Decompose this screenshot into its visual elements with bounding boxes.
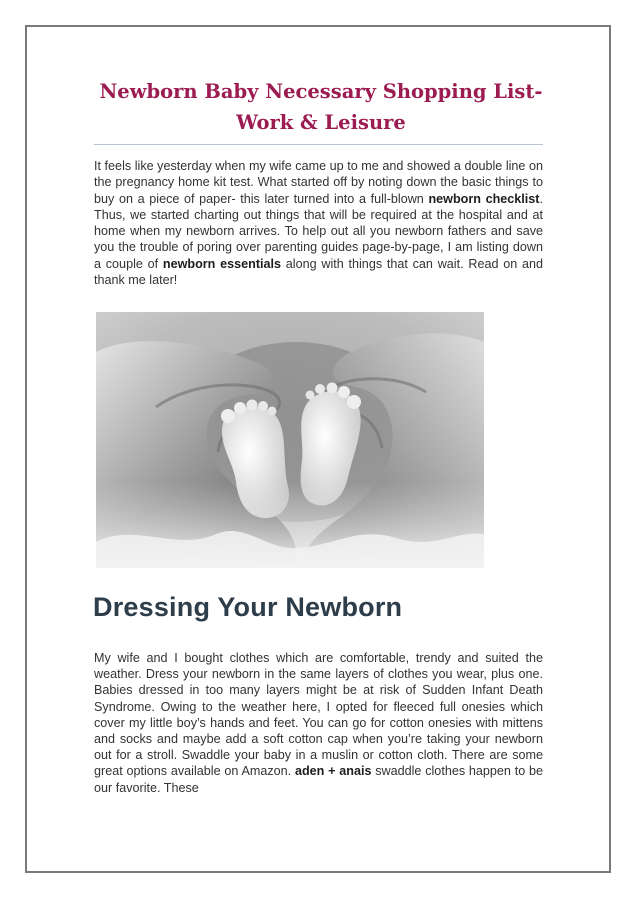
intro-text-2: . Thus, we started charting out things that will be required at the hospital and at home when my newborn arrives. To help out all you newborn fathers and save you the trouble of poring over parenting guides page-by-page, I am listing down a couple of: [94, 191, 543, 271]
title-divider: [94, 144, 543, 145]
baby-feet-photo: [96, 312, 484, 568]
section-paragraph: [94, 650, 543, 796]
intro-bold-newborn-essentials: newborn essentials: [162, 256, 282, 271]
hands-holding-baby-feet-icon: [96, 312, 484, 568]
section-text-1: My wife and I bought clothes which are comfortable, trendy and suited the weather. Dress your newborn in the same layers of clothes you wear, plus one. Babies dressed in too many layers might be at risk of Sudden Infant Death Syndrome. Owing to the weather here, I opted for fleeced full onesies which cover my little boy’s hands and feet. You can go for cotton onesies with mittens and socks and maybe add a soft cotton cap when you’re taking your newborn out for a stroll. Swaddle your baby in a muslin or cotton cloth. There are some great options available on Amazon.: [94, 651, 543, 779]
section-bold-aden-anais: aden + anais: [294, 764, 372, 779]
title-line-2: Work & Leisure: [236, 111, 406, 134]
intro-text-3: along with things that can wait. Read on and thank me later!: [94, 256, 543, 288]
intro-bold-newborn-checklist: newborn checklist: [428, 191, 540, 206]
title-line-1: Newborn Baby Necessary Shopping List-: [99, 80, 543, 103]
intro-text-1: It feels like yesterday when my wife came up to me and showed a double line on the pregnancy home kit test. What started off by noting down the basic things to buy on a piece of paper- this later turned into a full-blown: [94, 159, 543, 206]
page-title: [96, 76, 546, 138]
section-heading: Dressing Your Newborn: [93, 592, 403, 622]
section-text-2: swaddle clothes happen to be our favorite. These: [94, 764, 543, 795]
intro-paragraph: [94, 158, 543, 288]
